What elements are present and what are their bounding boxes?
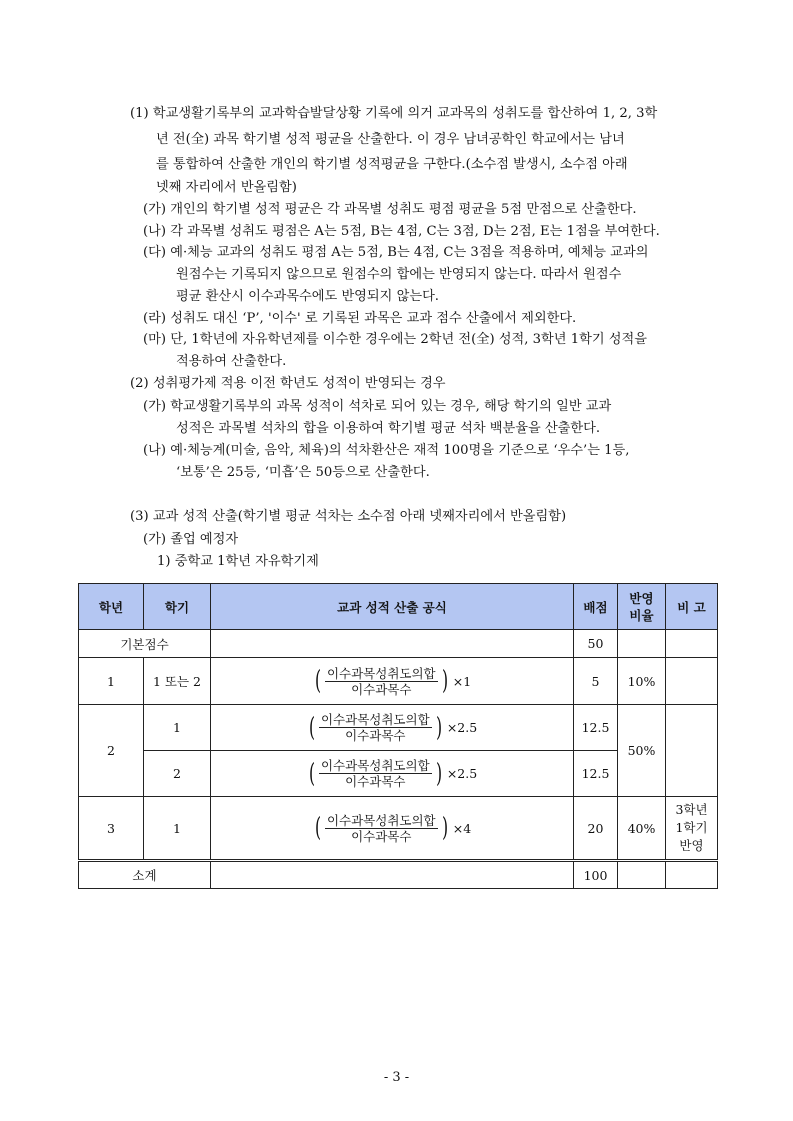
- row-note: [666, 797, 718, 861]
- item-ma-line-2: 적용하여 산출한다.: [176, 354, 287, 369]
- base-score-formula: [211, 630, 574, 658]
- item-ra: (라) 성취도 대신 ‘P’, '이수' 로 기록된 과목은 교과 점수 산출에서 제외한다.: [143, 311, 577, 326]
- para-3-heading: (3) 교과 성적 산출(학기별 평균 석차는 소수점 아래 넷째자리에서 반올림함): [130, 509, 567, 524]
- row-semester: 1: [144, 797, 211, 861]
- row-formula: [211, 658, 574, 705]
- para-1-line-3: 를 통합하여 산출한 개인의 학기별 성적평균을 구한다.(소수점 발생시, 소수점 아래: [156, 157, 628, 172]
- row-semester: 2: [144, 751, 211, 797]
- row-formula: [211, 751, 574, 797]
- formula-denominator: 이수과목수: [345, 728, 406, 743]
- para-1-line-2: 년 전(全) 과목 학기별 성적 평균을 산출한다. 이 경우 남녀공학인 학교에서는 남녀: [156, 132, 625, 147]
- item-da-line-2: 원점수는 기록되지 않으므로 원점수의 합에는 반영되지 않는다. 따라서 원점수: [176, 267, 622, 282]
- row-points: 12.5: [574, 705, 618, 751]
- row-note: [666, 658, 718, 705]
- formula: ( $\frac{\text{이수과목성취도의합}}{\text{이수과목수}}$ ) ×1: [314, 665, 472, 697]
- formula-denominator: 이수과목수: [351, 828, 412, 844]
- para-2-na-line-1: (나) 예·체능계(미술, 음악, 체육)의 석차환산은 재적 100명을 기준으로 ‘우수’는 1등,: [143, 443, 630, 458]
- item-da-line-3: 평균 환산시 이수과목수에도 반영되지 않는다.: [176, 289, 440, 304]
- para-1-line-1: (1) 학교생활기록부의 교과학습발달상황 기록에 의거 교과목의 성취도를 합산하여 1, 2, 3학: [130, 106, 658, 121]
- base-score-points: 50: [574, 630, 618, 658]
- para-2-na-line-2: ‘보통’은 25등, ‘미흡’은 50등으로 산출한다.: [176, 465, 430, 480]
- base-score-label: 기본점수: [79, 630, 211, 658]
- row-points: 5: [574, 658, 618, 705]
- para-2-ga-line-1: (가) 학교생활기록부의 과목 성적이 석차로 되어 있는 경우, 해당 학기의 일반 교과: [143, 399, 612, 414]
- grade-calculation-table: [78, 583, 718, 889]
- header-formula: 교과 성적 산출 공식: [211, 584, 574, 630]
- formula-multiplier: ×2.5: [446, 766, 478, 781]
- row-ratio: 40%: [618, 797, 666, 861]
- formula: ( $\frac{\text{이수과목성취도의합}}{\text{이수과목수}}$ ) ×2.5: [308, 712, 478, 743]
- para-2-heading: (2) 성취평가제 적용 이전 학년도 성적이 반영되는 경우: [130, 376, 446, 391]
- formula-denominator: 이수과목수: [345, 774, 406, 789]
- note-line-3: 반영: [679, 838, 704, 853]
- header-note: 비 고: [666, 584, 718, 630]
- table-row: [79, 861, 718, 889]
- para-3-ga: (가) 졸업 예정자: [143, 532, 239, 547]
- row-semester: 1 또는 2: [144, 658, 211, 705]
- page-number: - 3 -: [383, 1070, 410, 1085]
- formula: ( $\frac{\text{이수과목성취도의합}}{\text{이수과목수}}$ ) ×4: [314, 812, 472, 844]
- para-2-ga-line-2: 성적은 과목별 석차의 합을 이용하여 학기별 평균 석차 백분율을 산출한다.: [176, 421, 601, 436]
- row-formula: [211, 797, 574, 861]
- row-grade: 2: [79, 705, 144, 797]
- para-1-line-4: 넷째 자리에서 반올림함): [156, 180, 297, 195]
- table-row: [79, 658, 718, 705]
- formula-multiplier: ×1: [452, 673, 472, 689]
- para-3-subitem-1: 1) 중학교 1학년 자유학기제: [157, 554, 319, 569]
- formula-denominator: 이수과목수: [351, 681, 412, 697]
- subtotal-label: 소계: [79, 861, 211, 889]
- item-ma-line-1: (마) 단, 1학년에 자유학년제를 이수한 경우에는 2학년 전(全) 성적, 3학년 1학기 성적을: [143, 332, 647, 347]
- row-ratio: 50%: [618, 705, 666, 797]
- formula-numerator: 이수과목성취도의합: [320, 712, 430, 727]
- row-grade: 3: [79, 797, 144, 861]
- row-grade: 1: [79, 658, 144, 705]
- item-ga: (가) 개인의 학기별 성적 평균은 각 과목별 성취도 평점 평균을 5점 만점으로 산출한다.: [143, 202, 637, 217]
- row-note: [666, 705, 718, 797]
- item-da-line-1: (다) 예·체능 교과의 성취도 평점 A는 5점, B는 4점, C는 3점을 적용하며, 예체능 교과의: [143, 245, 649, 260]
- header-ratio-line-1: 반영: [629, 590, 654, 606]
- table-row: [79, 705, 718, 751]
- row-points: 12.5: [574, 751, 618, 797]
- note-line-2: 1학기: [675, 820, 708, 835]
- formula: ( $\frac{\text{이수과목성취도의합}}{\text{이수과목수}}$ ) ×2.5: [308, 758, 478, 789]
- header-grade: 학년: [79, 584, 144, 630]
- table-header-row: [79, 584, 718, 630]
- header-ratio: [618, 584, 666, 630]
- formula-multiplier: ×2.5: [446, 720, 478, 735]
- header-points: 배점: [574, 584, 618, 630]
- formula-numerator: 이수과목성취도의합: [326, 665, 436, 681]
- row-semester: 1: [144, 705, 211, 751]
- note-line-1: 3학년: [675, 802, 708, 817]
- item-na: (나) 각 과목별 성취도 평점은 A는 5점, B는 4점, C는 3점, D는 2점, E는 1점을 부여한다.: [143, 224, 660, 239]
- row-formula: [211, 705, 574, 751]
- formula-numerator: 이수과목성취도의합: [320, 758, 430, 773]
- row-ratio: 10%: [618, 658, 666, 705]
- formula-multiplier: ×4: [452, 820, 472, 836]
- header-ratio-line-2: 비율: [629, 607, 654, 623]
- subtotal-points: 100: [574, 861, 618, 889]
- table-row: [79, 797, 718, 861]
- header-semester: 학기: [144, 584, 211, 630]
- formula-numerator: 이수과목성취도의합: [326, 812, 436, 828]
- row-points: 20: [574, 797, 618, 861]
- table-row: [79, 630, 718, 658]
